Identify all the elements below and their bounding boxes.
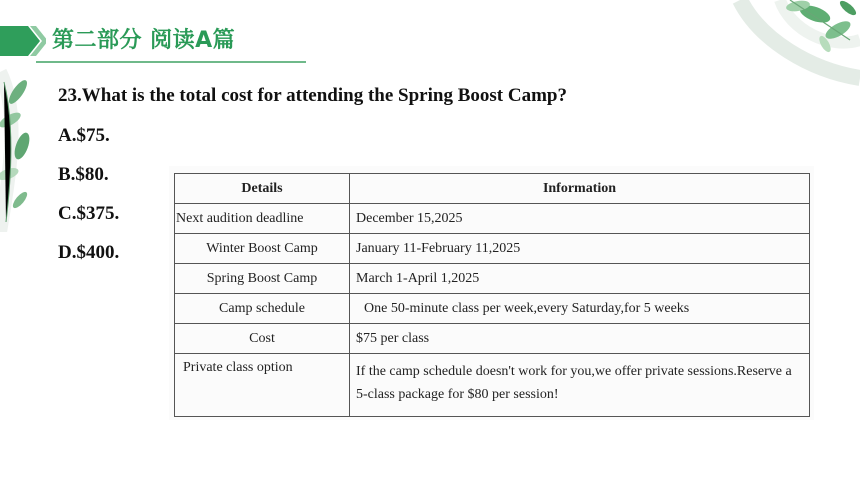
row-value-text: March 1-April 1,2025 <box>356 270 480 286</box>
section-header <box>0 24 310 60</box>
row-value-text: $75 per class <box>356 330 430 346</box>
row-label: Next audition deadline <box>175 204 350 234</box>
info-table <box>174 173 810 417</box>
leaf-decoration-icon <box>0 62 50 232</box>
header-arrow-icon <box>0 26 46 56</box>
table-row <box>175 204 810 234</box>
option-a: A.$75. <box>58 125 110 146</box>
row-value-text: December 15,2025 <box>356 210 463 226</box>
option-d: D.$400. <box>58 242 120 263</box>
table-row <box>175 354 810 417</box>
row-value <box>350 324 810 354</box>
option-c: C.$375. <box>58 203 120 224</box>
table-row <box>175 264 810 294</box>
row-label: Camp schedule <box>175 294 350 324</box>
row-label: Winter Boost Camp <box>175 234 350 264</box>
row-value-text: One 50-minute class per week,every Saturday,for 5 weeks <box>364 300 690 316</box>
table-row <box>175 324 810 354</box>
row-label: Private class option <box>175 354 350 417</box>
row-value <box>350 294 810 324</box>
column-header-information: Information <box>350 174 810 204</box>
column-header-details: Details <box>175 174 350 204</box>
row-value <box>350 354 810 417</box>
table-header-row <box>175 174 810 204</box>
table-row <box>175 294 810 324</box>
row-value <box>350 234 810 264</box>
row-value-text: If the camp schedule doesn't work for you,we offer private sessions.Reserve a 5-class package for $80 per session! <box>356 364 792 402</box>
option-b: B.$80. <box>58 164 109 185</box>
row-label: Cost <box>175 324 350 354</box>
section-title: 第二部分 阅读A篇 <box>52 28 236 53</box>
header-divider <box>36 61 306 63</box>
leaf-decoration-icon <box>720 0 860 110</box>
table-row <box>175 234 810 264</box>
row-value <box>350 264 810 294</box>
info-table-image <box>169 166 814 420</box>
row-value <box>350 204 810 234</box>
row-value-text: January 11-February 11,2025 <box>356 240 521 256</box>
row-label: Spring Boost Camp <box>175 264 350 294</box>
question-text: 23.What is the total cost for attending the Spring Boost Camp? <box>58 85 567 106</box>
